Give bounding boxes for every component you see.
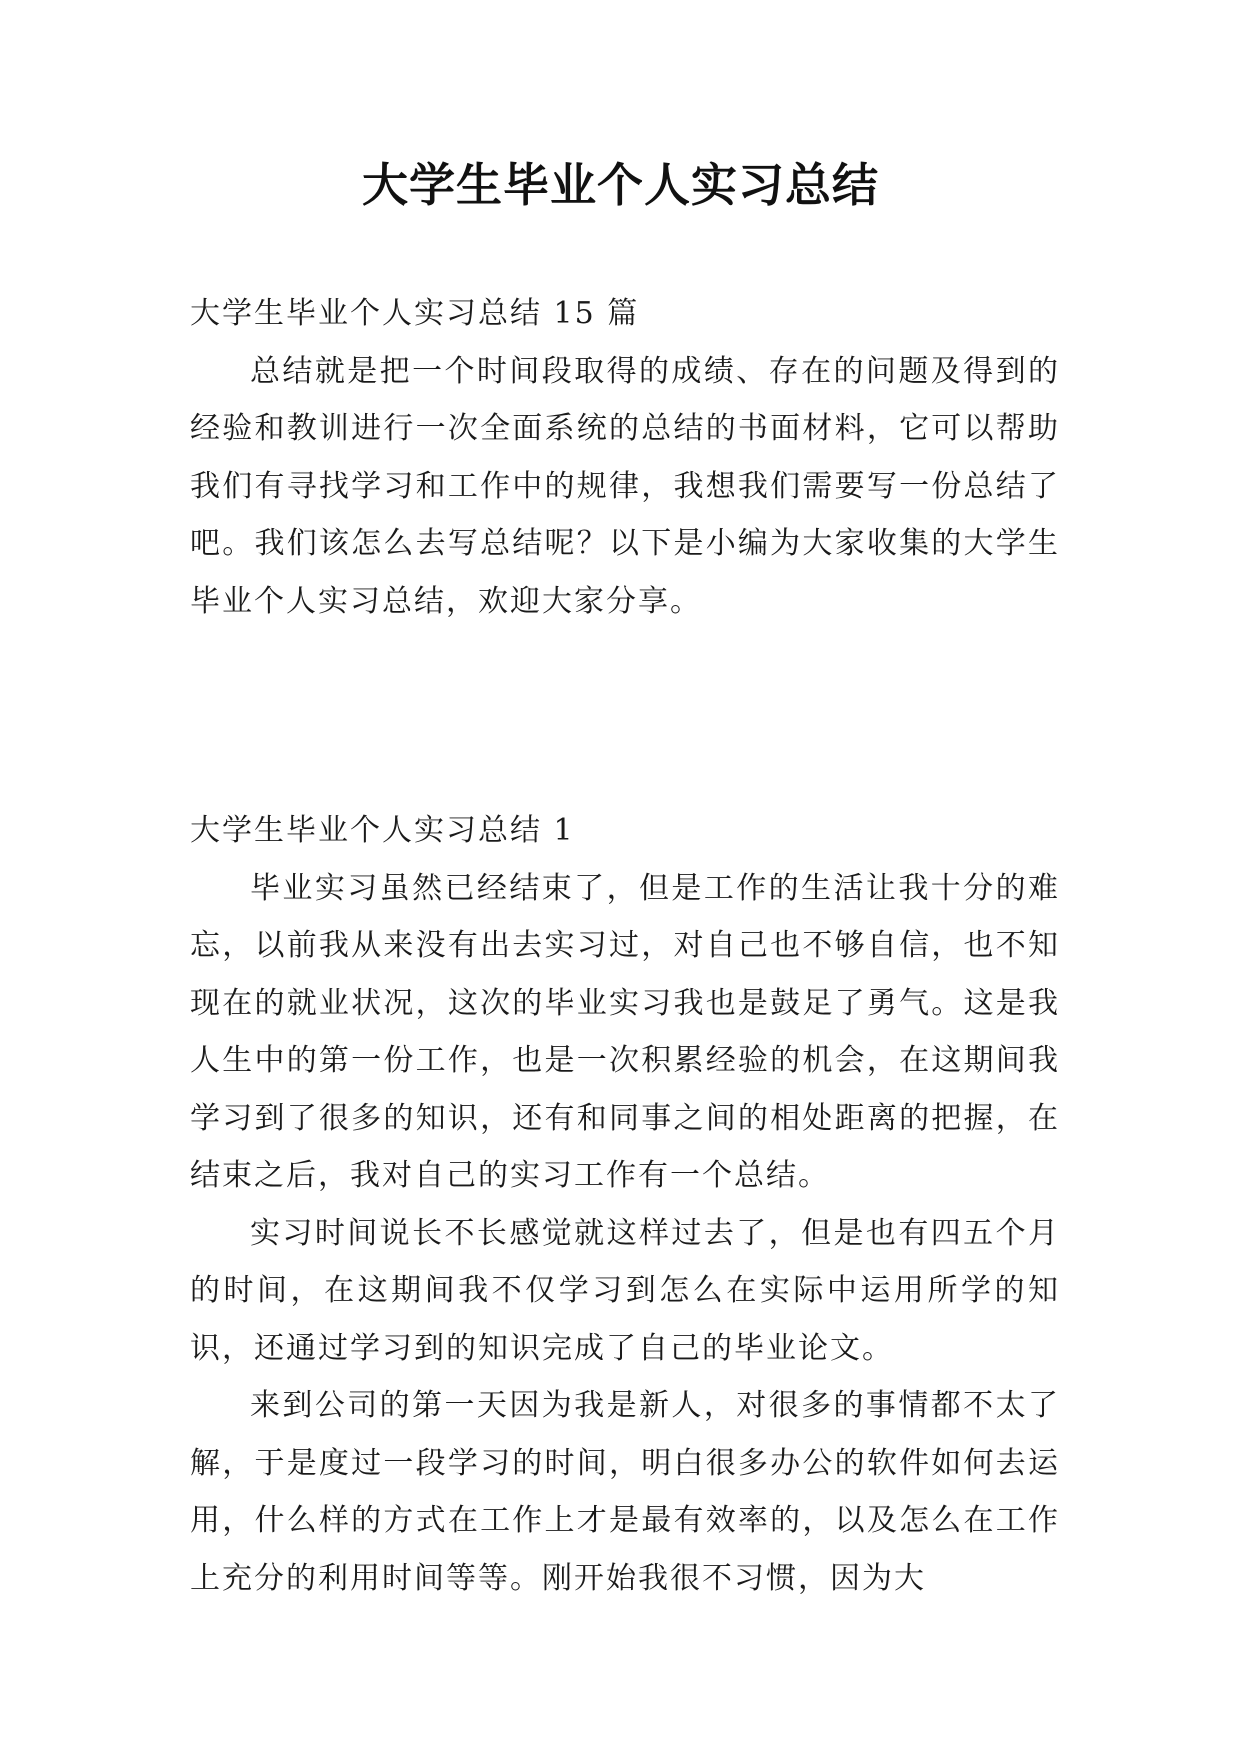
section-1-paragraph-1: 毕业实习虽然已经结束了，但是工作的生活让我十分的难忘，以前我从来没有出去实习过，对自己也不够自信，也不知现在的就业状况，这次的毕业实习我也是鼓足了勇气。这是我人生中的第一份工作，也是一次积累经验的机会，在这期间我学习到了很多的知识，还有和同事之间的相处距离的把握，在结束之后，我对自己的实习工作有一个总结。 [190, 870, 1060, 1193]
intro-heading: 大学生毕业个人实习总结 15 篇 [190, 296, 640, 331]
document-body [190, 285, 1060, 1607]
section-1-paragraph-3: 来到公司的第一天因为我是新人，对很多的事情都不太了解，于是度过一段学习的时间，明白很多办公的软件如何去运用，什么样的方式在工作上才是最有效率的，以及怎么在工作上充分的利用时间等等。刚开始我很不习惯，因为大 [190, 1388, 1060, 1596]
section-1-paragraph-2: 实习时间说长不长感觉就这样过去了，但是也有四五个月的时间，在这期间我不仅学习到怎么在实际中运用所学的知识，还通过学习到的知识完成了自己的毕业论文。 [190, 1215, 1060, 1366]
intro-paragraph: 总结就是把一个时间段取得的成绩、存在的问题及得到的经验和教训进行一次全面系统的总结的书面材料，它可以帮助我们有寻找学习和工作中的规律，我想我们需要写一份总结了吧。我们该怎么去写总结呢？以下是小编为大家收集的大学生毕业个人实习总结，欢迎大家分享。 [190, 353, 1060, 619]
section-spacer [190, 630, 1060, 802]
document-title: 大学生毕业个人实习总结 [362, 158, 879, 212]
section-1-heading: 大学生毕业个人实习总结 1 [190, 813, 575, 848]
